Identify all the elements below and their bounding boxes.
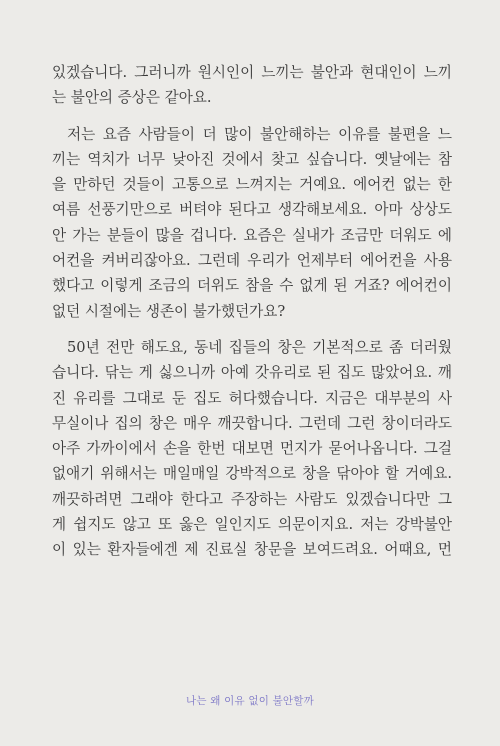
paragraph [52, 122, 452, 324]
text-line: 진 유리를 그대로 둔 집도 허다했습니다. 지금은 대부분의 사 [52, 389, 452, 407]
text-line: 는 불안의 증상은 같아요. [52, 89, 212, 107]
text-line: 을 만하던 것들이 고통으로 느껴지는 거예요. 에어컨 없는 한 [52, 176, 452, 194]
text-line: 50년 전만 해도요, 동네 집들의 창은 기본적으로 좀 더러웠 [67, 338, 452, 356]
text-line: 깨끗하려면 그래야 한다고 주장하는 사람도 있겠습니다만 그 [52, 490, 452, 508]
text-line: 습니다. 닦는 게 싫으니까 아예 갓유리로 된 집도 많았어요. 깨 [52, 364, 452, 382]
text-line: 여름 선풍기만으로 버텨야 된다고 생각해보세요. 아마 상상도 [52, 201, 452, 219]
text-line: 저는 요즘 사람들이 더 많이 불안해하는 이유를 불편을 느 [67, 125, 452, 143]
text-line: 없던 시절에는 생존이 불가했던가요? [52, 302, 286, 320]
paragraph [52, 335, 452, 563]
text-line: 어컨을 켜버리잖아요. 그런데 우리가 언제부터 에어컨을 사용 [52, 252, 452, 270]
text-line: 없애기 위해서는 매일매일 강박적으로 창을 닦아야 할 거예요. [52, 465, 452, 483]
text-line: 아주 가까이에서 손을 한번 대보면 먼지가 묻어나옵니다. 그걸 [52, 440, 452, 458]
text-line: 안 가는 분들이 많을 겁니다. 요즘은 실내가 조금만 더워도 에 [52, 226, 452, 244]
text-line: 이 있는 환자들에겐 제 진료실 창문을 보여드려요. 어때요, 먼 [52, 541, 452, 559]
text-line: 있겠습니다. 그러니까 원시인이 느끼는 불안과 현대인이 느끼 [52, 64, 452, 81]
text-line: 끼는 역치가 너무 낮아진 것에서 찾고 싶습니다. 옛날에는 참 [52, 150, 452, 168]
text-line: 했다고 이렇게 조금의 더위도 참을 수 없게 된 거죠? 에어컨이 [52, 277, 452, 295]
text-line: 게 쉽지도 않고 또 옳은 일인지도 의문이지요. 저는 강박불안 [52, 516, 452, 534]
body-text [52, 60, 452, 563]
text-line: 무실이나 집의 창은 매우 깨끗합니다. 그런데 그런 창이더라도 [52, 414, 452, 432]
paragraph [52, 60, 452, 111]
running-footer-book-title: 나는 왜 이유 없이 불안할까 [186, 695, 314, 707]
